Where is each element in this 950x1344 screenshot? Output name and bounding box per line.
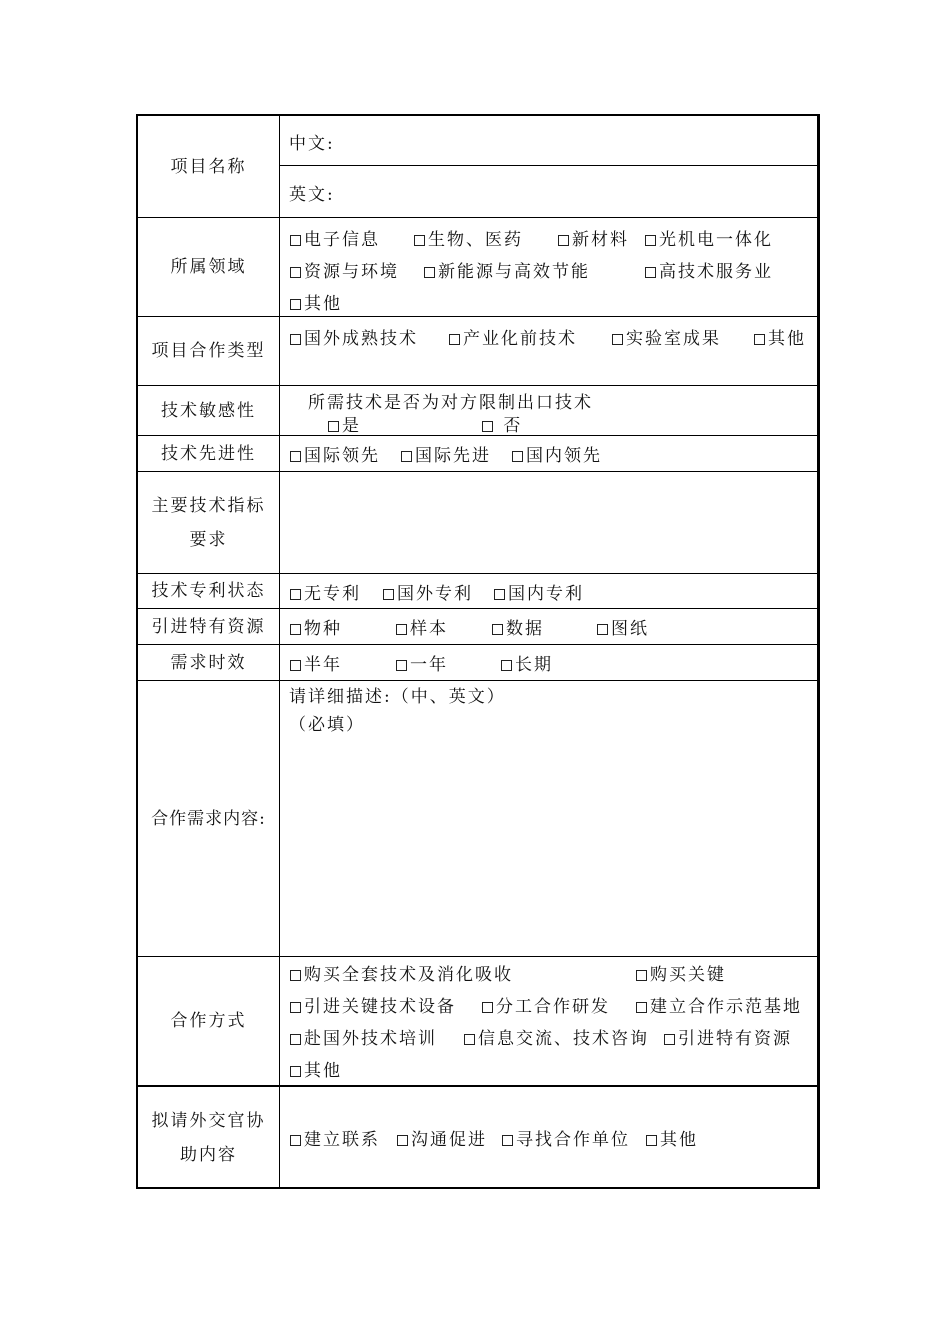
checkbox-icon[interactable] <box>328 421 339 432</box>
option-sensitive-yes[interactable]: 是 <box>328 411 361 436</box>
option-coop-other[interactable]: 其他 <box>754 324 806 349</box>
option-domestic-patent[interactable]: 国内专利 <box>494 579 584 604</box>
checkbox-icon[interactable] <box>397 1135 408 1146</box>
option-communication[interactable]: 沟通促进 <box>397 1125 487 1150</box>
checkbox-icon[interactable] <box>401 451 412 462</box>
option-biomedicine[interactable]: 生物、医药 <box>414 225 523 250</box>
checkbox-icon[interactable] <box>290 299 301 310</box>
option-foreign-patent[interactable]: 国外专利 <box>383 579 473 604</box>
checkbox-icon[interactable] <box>383 589 394 600</box>
option-buy-key[interactable]: 购买关键 <box>636 960 726 985</box>
row-advanced <box>138 435 817 471</box>
checkbox-icon[interactable] <box>636 970 647 981</box>
option-electronics[interactable]: 电子信息 <box>290 225 380 250</box>
row-mode <box>138 956 817 1085</box>
checkbox-icon[interactable] <box>501 660 512 671</box>
patent-label: 技术专利状态 <box>138 574 280 608</box>
option-data[interactable]: 数据 <box>492 614 544 639</box>
option-pre-industrial[interactable]: 产业化前技术 <box>449 324 577 349</box>
row-field <box>138 217 817 316</box>
option-intl-leading[interactable]: 国际领先 <box>290 441 380 466</box>
sensitivity-question: 所需技术是否为对方限制出口技术 <box>308 393 593 413</box>
row-diplomat <box>138 1085 817 1189</box>
option-demo-base[interactable]: 建立合作示范基地 <box>636 992 802 1017</box>
option-import-resources[interactable]: 引进特有资源 <box>664 1024 792 1049</box>
option-overseas-training[interactable]: 赴国外技术培训 <box>290 1024 437 1049</box>
option-long-term[interactable]: 长期 <box>501 650 553 675</box>
checkbox-icon[interactable] <box>396 660 407 671</box>
mode-label: 合作方式 <box>138 957 280 1085</box>
option-mode-other[interactable]: 其他 <box>290 1056 342 1081</box>
content-input-area[interactable] <box>280 681 817 956</box>
row-sensitivity <box>138 385 817 435</box>
checkbox-icon[interactable] <box>414 235 425 246</box>
checkbox-icon[interactable] <box>494 589 505 600</box>
option-half-year[interactable]: 半年 <box>290 650 342 675</box>
checkbox-icon[interactable] <box>290 624 301 635</box>
checkbox-icon[interactable] <box>424 267 435 278</box>
row-timeliness <box>138 644 817 680</box>
requirement-form-table <box>136 114 820 1189</box>
checkbox-icon[interactable] <box>646 1135 657 1146</box>
option-high-tech-services[interactable]: 高技术服务业 <box>645 257 773 282</box>
option-one-year[interactable]: 一年 <box>396 650 448 675</box>
checkbox-icon[interactable] <box>482 421 493 432</box>
checkbox-icon[interactable] <box>290 1034 301 1045</box>
checkbox-icon[interactable] <box>290 1066 301 1077</box>
option-no-patent[interactable]: 无专利 <box>290 579 361 604</box>
sensitivity-label: 技术敏感性 <box>138 386 280 435</box>
diplomat-label: 拟请外交官协 助内容 <box>138 1087 280 1189</box>
row-content <box>138 680 817 956</box>
project-name-label: 项目名称 <box>138 116 280 217</box>
checkbox-icon[interactable] <box>290 589 301 600</box>
option-buy-full-tech[interactable]: 购买全套技术及消化吸收 <box>290 960 513 985</box>
checkbox-icon[interactable] <box>290 1135 301 1146</box>
checkbox-icon[interactable] <box>558 235 569 246</box>
field-label: 所属领域 <box>138 218 280 316</box>
option-diplomat-other[interactable]: 其他 <box>646 1125 698 1150</box>
timeliness-label: 需求时效 <box>138 645 280 680</box>
content-label: 合作需求内容: <box>138 681 280 956</box>
content-required-note: （必填） <box>289 715 365 735</box>
option-species[interactable]: 物种 <box>290 614 342 639</box>
option-intl-advanced[interactable]: 国际先进 <box>401 441 491 466</box>
option-mature-tech[interactable]: 国外成熟技术 <box>290 324 418 349</box>
checkbox-icon[interactable] <box>645 235 656 246</box>
chinese-name-field[interactable]: 中文: <box>289 134 335 154</box>
english-name-field[interactable]: 英文: <box>289 185 335 205</box>
checkbox-icon[interactable] <box>754 334 765 345</box>
indicators-label: 主要技术指标 要求 <box>138 472 280 573</box>
option-find-partner[interactable]: 寻找合作单位 <box>502 1125 630 1150</box>
option-joint-rd[interactable]: 分工合作研发 <box>482 992 610 1017</box>
checkbox-icon[interactable] <box>290 267 301 278</box>
checkbox-icon[interactable] <box>597 624 608 635</box>
option-samples[interactable]: 样本 <box>396 614 448 639</box>
option-sensitive-no[interactable]: 否 <box>482 411 522 436</box>
checkbox-icon[interactable] <box>645 267 656 278</box>
checkbox-icon[interactable] <box>612 334 623 345</box>
checkbox-icon[interactable] <box>464 1034 475 1045</box>
checkbox-icon[interactable] <box>664 1034 675 1045</box>
checkbox-icon[interactable] <box>636 1002 647 1013</box>
option-drawings[interactable]: 图纸 <box>597 614 649 639</box>
checkbox-icon[interactable] <box>512 451 523 462</box>
checkbox-icon[interactable] <box>396 624 407 635</box>
checkbox-icon[interactable] <box>492 624 503 635</box>
row-indicators <box>138 471 817 573</box>
checkbox-icon[interactable] <box>290 334 301 345</box>
checkbox-icon[interactable] <box>290 451 301 462</box>
row-resources <box>138 608 817 644</box>
checkbox-icon[interactable] <box>502 1135 513 1146</box>
option-optomechatronics[interactable]: 光机电一体化 <box>645 225 773 250</box>
option-establish-contact[interactable]: 建立联系 <box>290 1125 380 1150</box>
indicators-input-area[interactable] <box>280 472 817 573</box>
row-patent <box>138 573 817 608</box>
option-import-equipment[interactable]: 引进关键技术设备 <box>290 992 456 1017</box>
option-lab-results[interactable]: 实验室成果 <box>612 324 721 349</box>
content-instruction: 请详细描述:（中、英文） <box>289 687 506 707</box>
option-new-energy[interactable]: 新能源与高效节能 <box>424 257 590 282</box>
resources-label: 引进特有资源 <box>138 609 280 644</box>
checkbox-icon[interactable] <box>290 660 301 671</box>
checkbox-icon[interactable] <box>290 235 301 246</box>
option-field-other[interactable]: 其他 <box>290 289 342 314</box>
checkbox-icon[interactable] <box>449 334 460 345</box>
option-new-materials[interactable]: 新材料 <box>558 225 629 250</box>
checkbox-icon[interactable] <box>290 1002 301 1013</box>
option-domestic-leading[interactable]: 国内领先 <box>512 441 602 466</box>
option-resources-environment[interactable]: 资源与环境 <box>290 257 399 282</box>
advanced-label: 技术先进性 <box>138 436 280 471</box>
option-info-exchange[interactable]: 信息交流、技术咨询 <box>464 1024 649 1049</box>
row-project-name <box>138 116 817 217</box>
row-coop-type <box>138 316 817 385</box>
checkbox-icon[interactable] <box>482 1002 493 1013</box>
checkbox-icon[interactable] <box>290 970 301 981</box>
coop-type-label: 项目合作类型 <box>138 317 280 385</box>
